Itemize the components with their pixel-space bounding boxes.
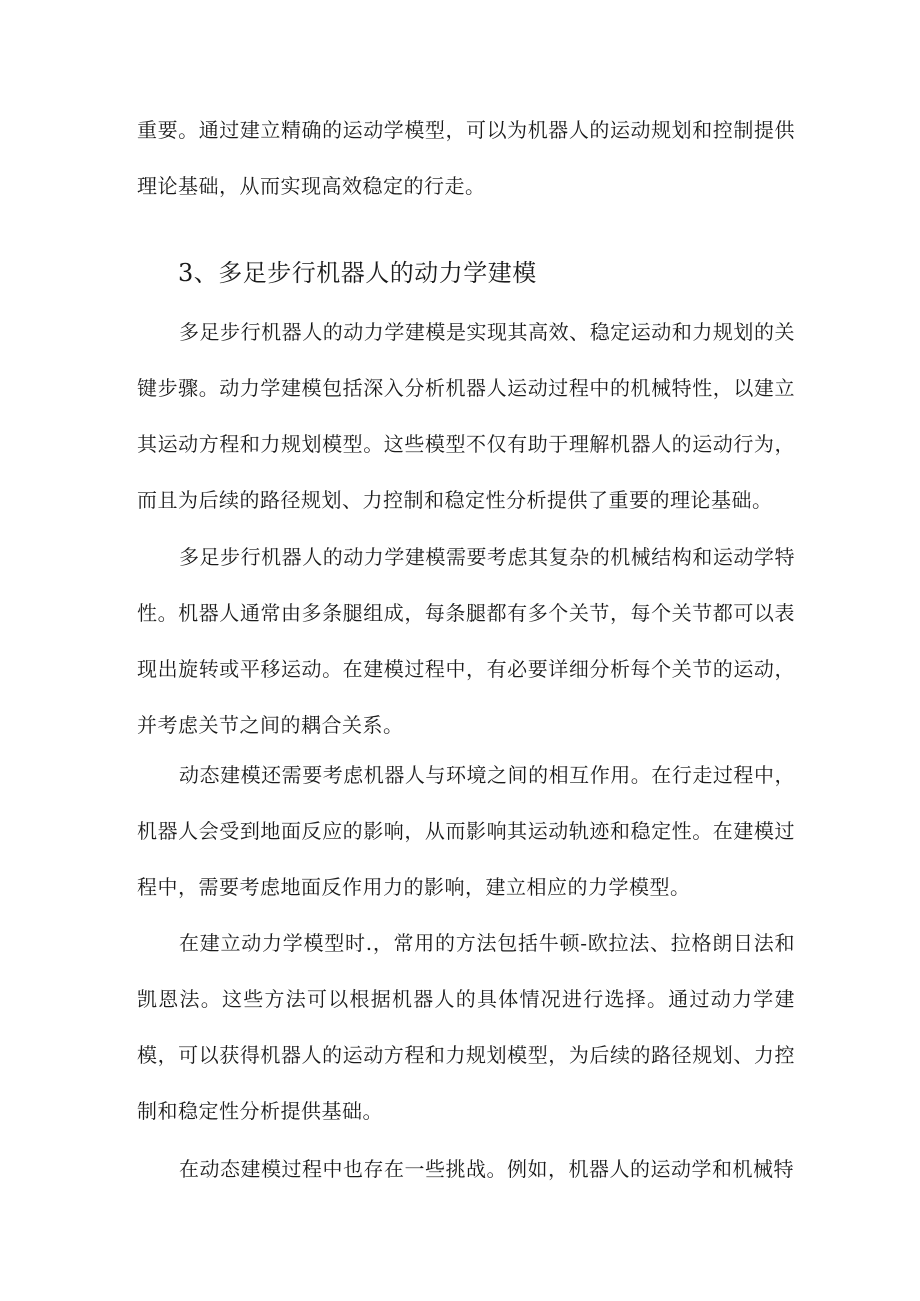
paragraph-mechanical-structure: 多足步行机器人的动力学建模需要考虑其复杂的机械结构和运动学特性。机器人通常由多条腿组成，每条腿都有多个关节，每个关节都可以表现出旋转或平移运动。在建模过程中，有必要详细分析每个关节的运动，并考虑关节之间的耦合关系。 — [137, 545, 795, 737]
paragraph-modeling-methods: 在建立动力学模型时.，常用的方法包括牛顿-欧拉法、拉格朗日法和凯恩法。这些方法可以根据机器人的具体情况进行选择。通过动力学建模，可以获得机器人的运动方程和力规划模型，为后续的路径规划、力控制和稳定性分析提供基础。 — [137, 931, 795, 1123]
paragraph-continuation: 重要。通过建立精确的运动学模型，可以为机器人的运动规划和控制提供理论基础，从而实现高效稳定的行走。 — [137, 118, 795, 198]
paragraph-challenges: 在动态建模过程中也存在一些挑战。例如，机器人的运动学和机械特 — [179, 1157, 794, 1181]
section-heading: 3、多足步行机器人的动力学建模 — [178, 259, 537, 287]
paragraph-dynamics-intro: 多足步行机器人的动力学建模是实现其高效、稳定运动和力规划的关键步骤。动力学建模包括深入分析机器人运动过程中的机械特性，以建立其运动方程和力规划模型。这些模型不仅有助于理解机器人的运动行为，而且为后续的路径规划、力控制和稳定性分析提供了重要的理论基础。 — [137, 320, 795, 512]
paragraph-environment-interaction: 动态建模还需要考虑机器人与环境之间的相互作用。在行走过程中，机器人会受到地面反应的影响，从而影响其运动轨迹和稳定性。在建模过程中，需要考虑地面反作用力的影响，建立相应的力学模型。 — [137, 763, 795, 899]
